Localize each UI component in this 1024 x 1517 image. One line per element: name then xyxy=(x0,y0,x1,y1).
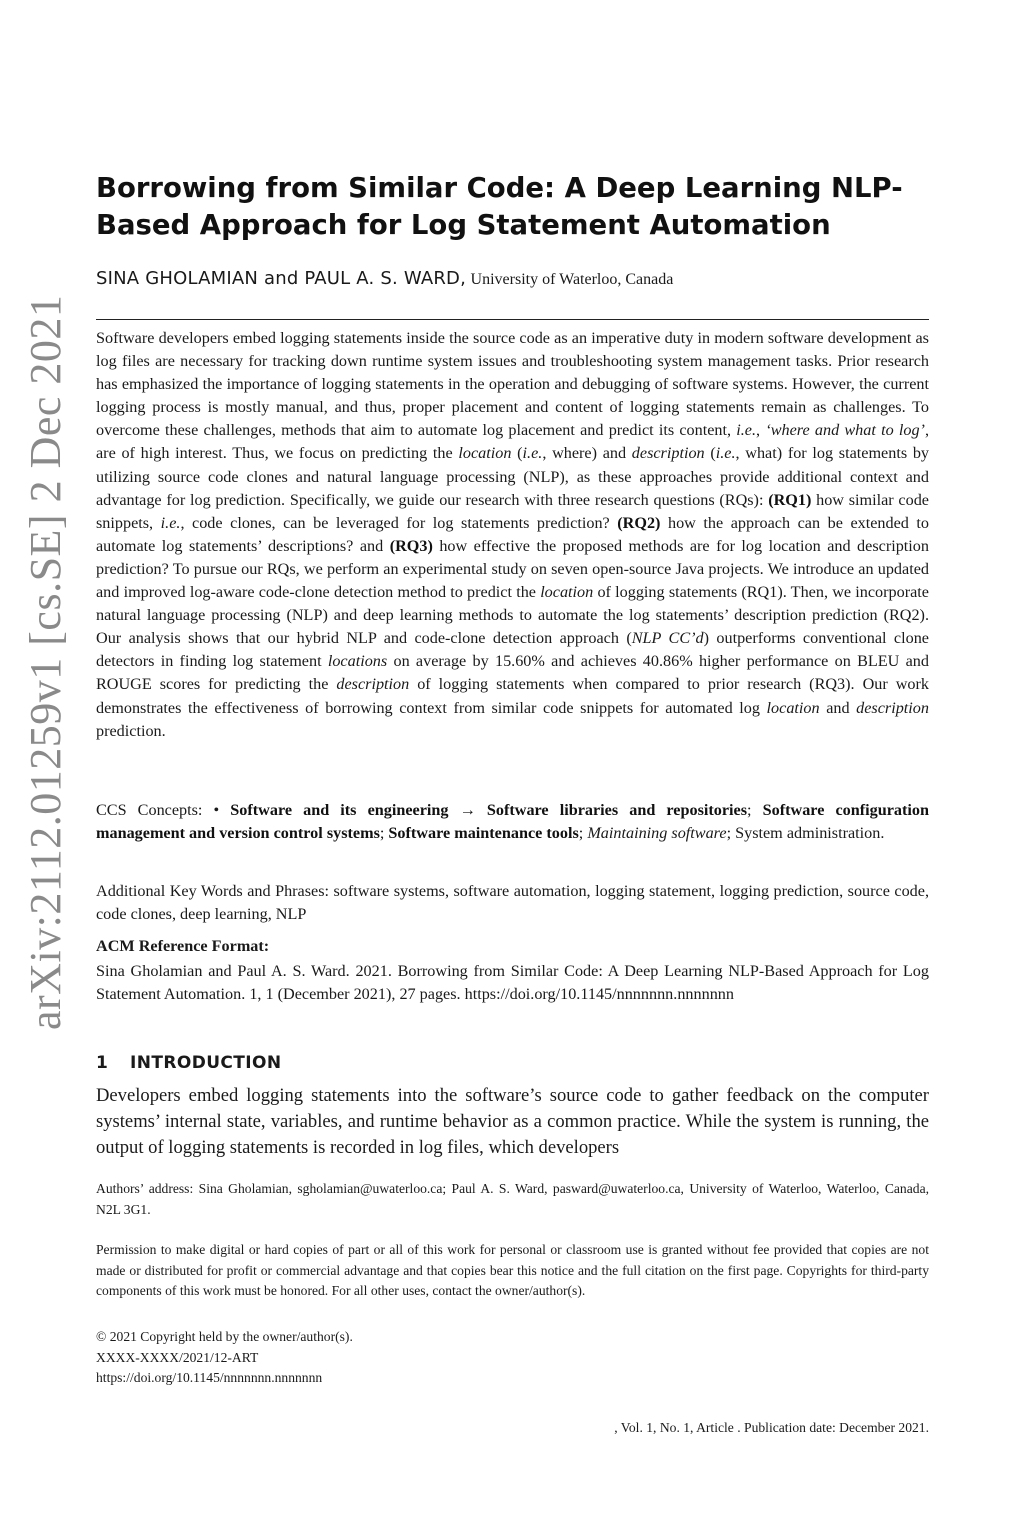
issn-line: XXXX-XXXX/2021/12-ART xyxy=(96,1349,259,1365)
keywords: Additional Key Words and Phrases: software systems, software automation, logging statement, logging prediction, source code, code clones, deep learning, NLP xyxy=(96,882,929,924)
page-footer: , Vol. 1, No. 1, Article . Publication date: December 2021. xyxy=(614,1420,929,1435)
author-affiliation: University of Waterloo, Canada xyxy=(470,271,674,288)
copyright-line: © 2021 Copyright held by the owner/author(s). xyxy=(96,1329,353,1344)
permission-notice: Permission to make digital or hard copies of part or all of this work for personal or classroom use is granted without fee provided that copies are not made or distributed for profit or commercial advantage and that copies bear this notice and the full citation on the first page. Copyrights for third-party components of this work must be honored. For all other uses, contact the owner/author(s). xyxy=(96,1242,929,1298)
author-names: SINA GHOLAMIAN and PAUL A. S. WARD, xyxy=(96,268,467,289)
section-title: INTRODUCTION xyxy=(130,1053,282,1073)
abstract-divider xyxy=(96,319,929,320)
paper-title: Borrowing from Similar Code: A Deep Learning NLP-Based Approach for Log Statement Automation xyxy=(96,172,903,241)
section-heading xyxy=(96,1053,281,1073)
copyright-block xyxy=(96,1327,353,1389)
introduction-paragraph: Developers embed logging statements into the software’s source code to gather feedback on the computer systems’ internal state, variables, and runtime behavior as a common practice. While the system is running, the output of logging statements is recorded in log files, which developers xyxy=(96,1085,929,1158)
abstract: Software developers embed logging statements inside the source code as an imperative duty in modern software development as log files are necessary for tracking down runtime system issues and troubleshooting system management tasks. Prior research has emphasized the importance of logging statements in the operation and debugging of software systems. However, the current logging process is mostly manual, and thus, proper placement and content of logging statements remain as challenges. To overcome these challenges, methods that aim to automate log placement and predict its content, i.e., ‘where and what to log’, are of high interest. Thus, we focus on predicting the location (i.e., where) and description (i.e., what) for log statements by utilizing source code clones and natural language processing (NLP), as these approaches provide additional context and advantage for log prediction. Specifically, we guide our research with three research questions (RQs): (RQ1) how similar code snippets, i.e., code clones, can be leveraged for log statements prediction? (RQ2) how the approach can be extended to automate log statements’ descriptions? and (RQ3) how effective the proposed methods are for log location and description prediction? To pursue our RQs, we perform an experimental study on seven open-source Java projects. We introduce an updated and improved log-aware code-clone detection method to predict the location of logging statements (RQ1). Then, we incorporate natural language processing (NLP) and deep learning methods to automate the log statements’ description prediction (RQ2). Our analysis shows that our hybrid NLP and code-clone detection approach (NLP CC’d) outperforms conventional clone detectors in finding log statement locations on average by 15.60% and achieves 40.86% higher performance on BLEU and ROUGE scores for predicting the description of logging statements when compared to prior research (RQ3). Our work demonstrates the effectiveness of borrowing context from similar code snippets for automated log location and description prediction. xyxy=(96,329,930,740)
acm-reference-body: Sina Gholamian and Paul A. S. Ward. 2021. Borrowing from Similar Code: A Deep Learning NLP-Based Approach for Log Statement Automation. 1, 1 (December 2021), 27 pages. https://doi.org/10.1145/nnnnnnn.nnnnnnn xyxy=(96,962,929,1004)
authors-address: Authors’ address: Sina Gholamian, sgholamian@uwaterloo.ca; Paul A. S. Ward, pasward@uwaterloo.ca, University of Waterloo, Waterloo, Canada, N2L 3G1. xyxy=(96,1181,929,1217)
acm-reference-heading: ACM Reference Format: xyxy=(96,937,270,955)
ccs-concepts: CCS Concepts: • Software and its engineering → Software libraries and repositories; Software configuration management and version control systems; Software maintenance tools; Maintaining software; System administration. xyxy=(96,801,929,843)
section-number: 1 xyxy=(96,1053,109,1073)
doi-line: https://doi.org/10.1145/nnnnnnn.nnnnnnn xyxy=(96,1370,323,1385)
arxiv-identifier: arXiv:2112.01259v1 [cs.SE] 2 Dec 2021 xyxy=(21,294,70,1030)
author-line xyxy=(96,265,936,293)
